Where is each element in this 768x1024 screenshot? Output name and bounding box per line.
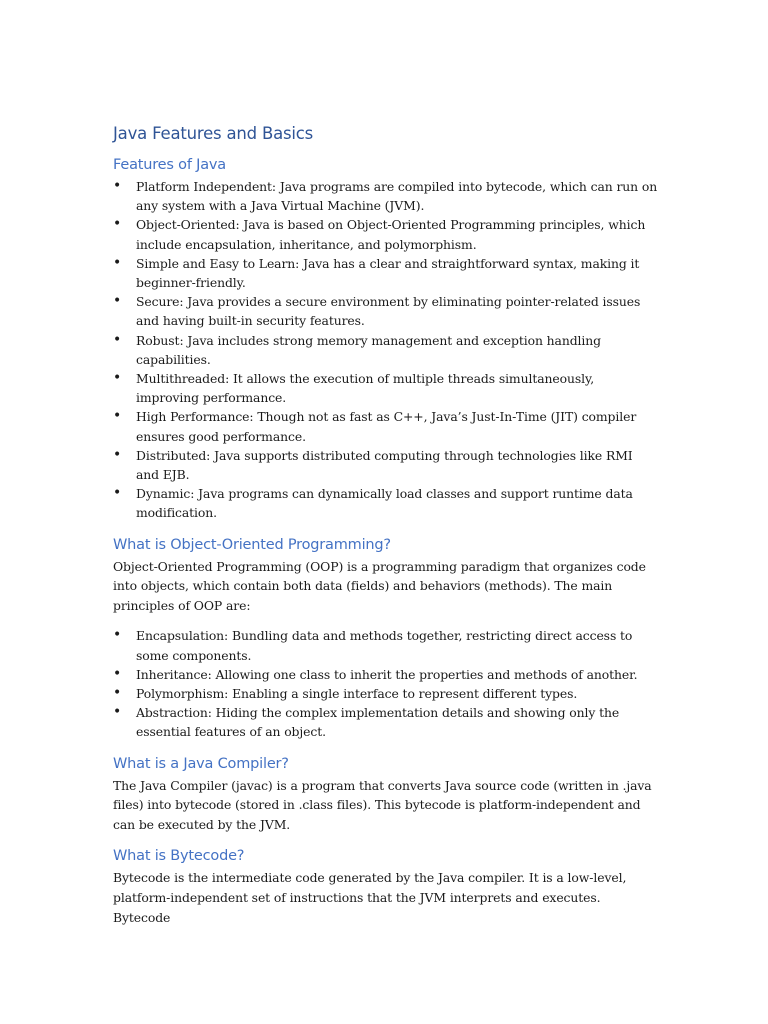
bullet-icon: • [113,216,122,233]
bullet-icon: • [113,331,122,348]
list-item: • Abstraction: Hiding the complex implementation details and showing only the essential features of an object. [113,704,620,740]
bullet-icon: • [113,665,122,682]
list-item: • Distributed: Java supports distributed computing through technologies like RMI and EJB. [113,446,633,483]
bullet-icon: • [113,485,122,502]
list-item: • Simple and Easy to Learn: Java has a clear and straightforward syntax, making it beginner-friendly. [113,254,640,291]
bullet-icon: • [113,408,122,425]
list-item: • Object-Oriented: Java is based on Object-Oriented Programming principles, which include encapsulation, inheritance, and polymorphism. [113,216,646,252]
list-item: • Platform Independent: Java programs are compiled into bytecode, which can run on any system with a Java Virtual Machine (JVM). [113,178,658,214]
bullet-icon: • [113,178,122,194]
oop-principles-list [113,626,658,741]
list-item: • Inheritance: Allowing one class to inherit the properties and methods of another. [113,665,638,682]
bytecode-paragraph: Bytecode is the intermediate code generated by the Java compiler. It is a low-level, platform-independent set of instructions that the JVM interprets and executes. Bytecode [113,870,627,925]
list-item: • Polymorphism: Enabling a single interface to represent different types. [113,685,578,702]
document-title: Java Features and Basics [113,124,314,143]
bullet-icon: • [113,446,122,463]
bullet-icon: • [113,627,122,644]
bullet-icon: • [113,254,122,271]
oop-heading: What is Object-Oriented Programming? [113,536,391,553]
bytecode-heading: What is Bytecode? [113,848,245,865]
list-item: • High Performance: Though not as fast as C++, Java’s Just-In-Time (JIT) compiler ensures good performance. [113,408,637,444]
features-heading: Features of Java [113,157,226,173]
compiler-heading: What is a Java Compiler? [113,755,289,772]
list-item: • Dynamic: Java programs can dynamically load classes and support runtime data modification. [113,485,633,521]
bullet-icon: • [113,293,122,310]
features-list [113,177,658,523]
bullet-icon: • [113,370,122,387]
oop-paragraph: Object-Oriented Programming (OOP) is a programming paradigm that organizes code into objects, which contain both data (fields) and behaviors (methods). The main principles of OOP are: [113,558,646,613]
list-item: • Secure: Java provides a secure environment by eliminating pointer-related issues and having built-in security features. [113,293,641,329]
list-item: • Robust: Java includes strong memory management and exception handling capabilities. [113,331,601,367]
compiler-paragraph: The Java Compiler (javac) is a program that converts Java source code (written in .java files) into bytecode (stored in .class files). This bytecode is platform-independent and can be executed by the JVM. [113,777,652,832]
list-item: • Multithreaded: It allows the execution of multiple threads simultaneously, improving performance. [113,370,595,406]
bullet-icon: • [113,685,122,702]
list-item: • Encapsulation: Bundling data and methods together, restricting direct access to some components. [113,627,633,663]
bullet-icon: • [113,704,122,721]
